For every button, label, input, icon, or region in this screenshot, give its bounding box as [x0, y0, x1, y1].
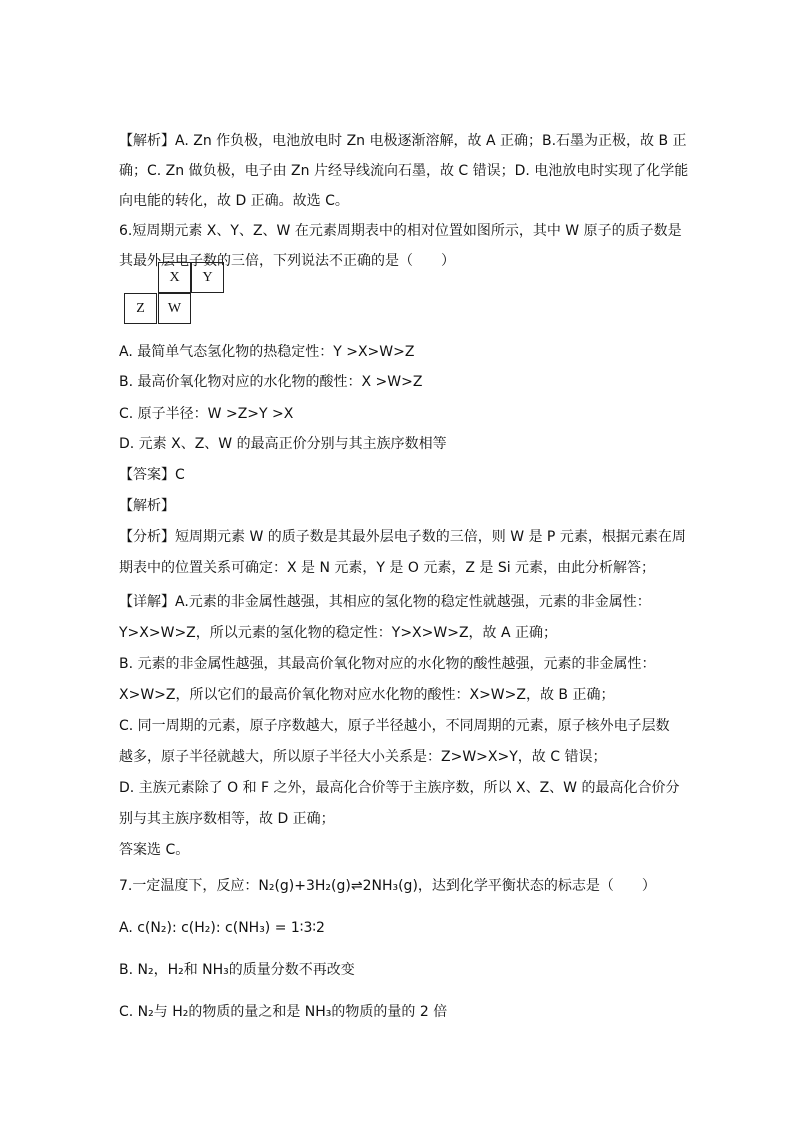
option-c: C. 原子半径：W >Z>Y >X: [119, 406, 294, 422]
cell-z: Z: [124, 293, 157, 324]
text-line: 【详解】A.元素的非金属性越强，其相应的氢化物的稳定性就越强，元素的非金属性：: [119, 594, 651, 610]
analysis-heading: 【解析】: [119, 498, 175, 514]
text-line: 别与其主族序数相等，故 D 正确；: [119, 811, 335, 827]
cell-x: X: [158, 262, 191, 293]
option-a: A. 最简单气态氢化物的热稳定性：Y >X>W>Z: [119, 344, 415, 360]
text-line: 【分析】短周期元素 W 的质子数是其最外层电子数的三倍，则 W 是 P 元素，根据元素在周: [119, 529, 686, 545]
text-line: 答案选 C。: [119, 842, 190, 858]
periodic-table-figure: [124, 262, 226, 326]
option-b: B. N₂，H₂和 NH₃的质量分数不再改变: [119, 962, 355, 978]
text-line: 越多，原子半径就越大，所以原子半径大小关系是：Z>W>X>Y，故 C 错误；: [119, 749, 607, 765]
text-line: 【解析】A. Zn 作负极，电池放电时 Zn 电极逐渐溶解，故 A 正确；B.石墨为正极，故 B 正: [119, 133, 687, 149]
text-line: D. 主族元素除了 O 和 F 之外，最高化合价等于主族序数，所以 X、Z、W 的最高化合价分: [119, 780, 680, 796]
text-line: B. 元素的非金属性越强，其最高价氧化物对应的水化物的酸性越强，元素的非金属性：: [119, 656, 656, 672]
cell-y: Y: [191, 262, 224, 293]
question-6-stem: 6.短周期元素 X、Y、Z、W 在元素周期表中的相对位置如图所示，其中 W 原子的质子数是: [119, 223, 682, 239]
option-c: C. N₂与 H₂的物质的量之和是 NH₃的物质的量的 2 倍: [119, 1004, 448, 1020]
cell-w: W: [158, 293, 191, 324]
option-d: D. 元素 X、Z、W 的最高正价分别与其主族序数相等: [119, 436, 447, 452]
text-line: C. 同一周期的元素，原子序数越大，原子半径越小，不同周期的元素，原子核外电子层数: [119, 718, 670, 734]
question-6-stem: 其最外层电子数的三倍，下列说法不正确的是（ ）: [119, 253, 455, 269]
answer-label: 【答案】C: [119, 467, 185, 483]
option-a: A. c(N₂): c(H₂): c(NH₃) = 1∶3∶2: [119, 920, 325, 936]
text-line: 确；C. Zn 做负极，电子由 Zn 片经导线流向石墨，故 C 错误；D. 电池放电时实现了化学能: [119, 163, 689, 179]
text-line: 期表中的位置关系可确定：X 是 N 元素，Y 是 O 元素，Z 是 Si 元素，由此分析解答；: [119, 560, 656, 576]
question-7-stem: 7.一定温度下，反应：N₂(g)+3H₂(g)⇌2NH₃(g)，达到化学平衡状态的标志是（ ）: [119, 878, 656, 894]
text-line: X>W>Z，所以它们的最高价氧化物对应水化物的酸性：X>W>Z，故 B 正确；: [119, 687, 615, 703]
text-line: Y>X>W>Z，所以元素的氢化物的稳定性：Y>X>W>Z，故 A 正确；: [119, 625, 558, 641]
option-b: B. 最高价氧化物对应的水化物的酸性：X >W>Z: [119, 374, 423, 390]
text-line: 向电能的转化，故 D 正确。故选 C。: [119, 193, 349, 209]
